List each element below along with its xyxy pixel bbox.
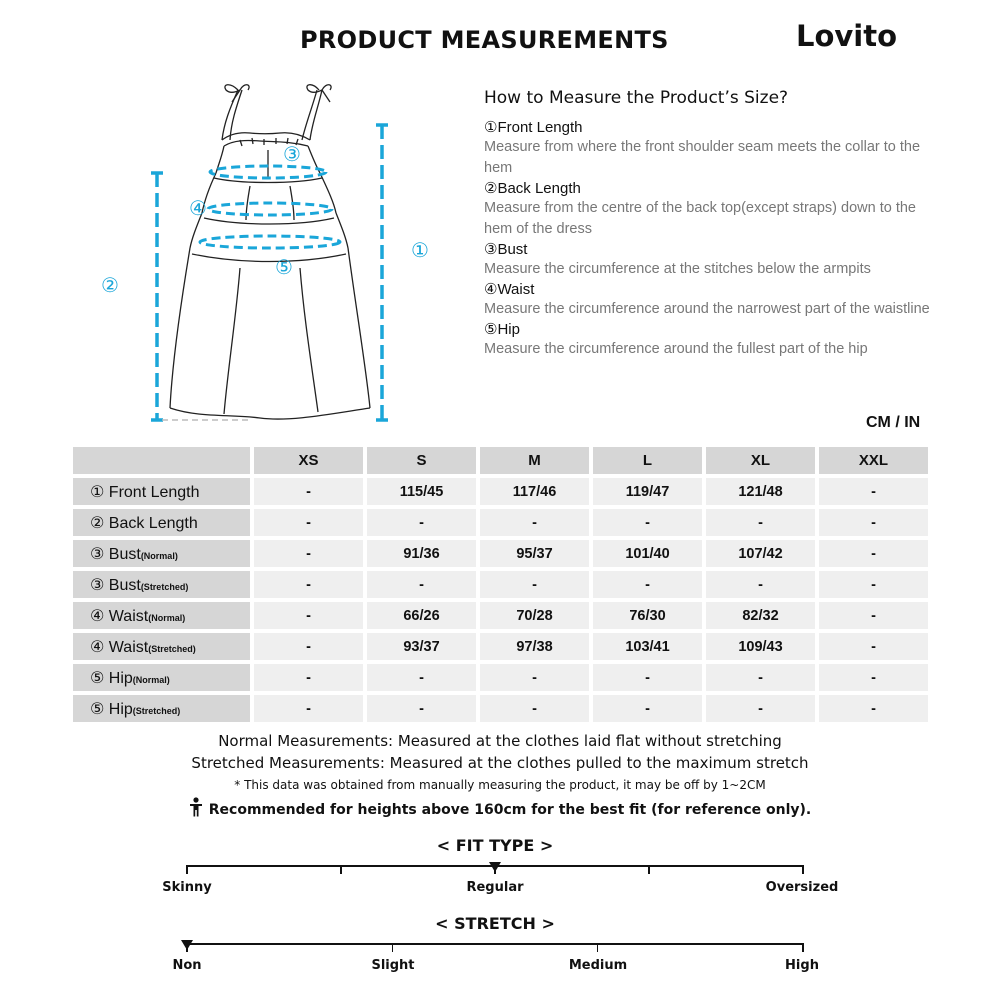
scale-tick (648, 865, 650, 874)
row-sublabel: (Normal) (132, 674, 170, 685)
guide-item-desc: Measure from where the front shoulder seam meets the collar to the hem (484, 139, 921, 176)
table-cell: - (367, 664, 476, 691)
scale-tick (186, 865, 188, 874)
disclaimer-note: * This data was obtained from manually measuring the product, it may be off by 1~2CM (234, 778, 766, 792)
table-cell: - (254, 602, 363, 629)
guide-item-title: ①Front Length (484, 119, 583, 136)
recommendation-text: Recommended for heights above 160cm for the best fit (for reference only). (208, 802, 812, 818)
fit-type-title: < FIT TYPE > (436, 836, 554, 855)
row-header (73, 540, 250, 567)
fit-label-skinny: Skinny (162, 880, 212, 895)
table-row (73, 478, 928, 505)
brand-logo: Lovito (796, 19, 898, 53)
table-cell: - (367, 571, 476, 598)
table-cell: 70/28 (480, 602, 589, 629)
table-cell: - (706, 509, 815, 536)
table-corner (73, 447, 250, 474)
table-cell: - (254, 571, 363, 598)
row-header (73, 664, 250, 691)
row-sublabel: (Stretched) (140, 581, 189, 592)
table-cell: - (706, 664, 815, 691)
stretch-indicator (181, 940, 193, 950)
guide-heading: How to Measure the Product’s Size? (484, 88, 789, 108)
dress-illustration (90, 78, 450, 428)
table-cell: - (254, 695, 363, 722)
row-label: ④ Waist (90, 638, 149, 656)
table-cell: - (819, 633, 928, 660)
table-cell: - (819, 602, 928, 629)
row-sublabel: (Normal) (140, 550, 178, 561)
scale-line (187, 943, 803, 945)
guide-item-desc: Measure the circumference around the fullest part of the hip (484, 341, 868, 357)
table-cell: - (480, 664, 589, 691)
scale-tick (340, 865, 342, 874)
guide-item-title: ③Bust (484, 241, 528, 258)
row-header (73, 478, 250, 505)
stretch-label-medium: Medium (568, 958, 628, 973)
height-recommendation (0, 796, 1000, 824)
table-cell: 82/32 (706, 602, 815, 629)
stretch-label-non: Non (172, 958, 202, 973)
column-header: S (367, 447, 476, 474)
row-sublabel: (Normal) (148, 612, 186, 623)
table-header-row (73, 447, 928, 474)
table-cell: - (480, 509, 589, 536)
row-header (73, 602, 250, 629)
table-cell: 103/41 (593, 633, 702, 660)
column-header: XXL (819, 447, 928, 474)
table-row (73, 664, 928, 691)
person-icon (189, 797, 203, 817)
row-label: ⑤ Hip (90, 700, 133, 718)
guide-item-bust (484, 240, 934, 280)
table-cell: - (480, 571, 589, 598)
scale-tick (802, 865, 804, 874)
table-cell: - (254, 478, 363, 505)
table-cell: 76/30 (593, 602, 702, 629)
fit-label-regular: Regular (466, 880, 524, 895)
table-cell: 107/42 (706, 540, 815, 567)
table-cell: - (480, 695, 589, 722)
table-cell: - (706, 695, 815, 722)
table-cell: - (819, 478, 928, 505)
table-row (73, 695, 928, 722)
table-row (73, 602, 928, 629)
table-cell: - (819, 664, 928, 691)
row-label: ④ Waist (90, 607, 149, 625)
row-header (73, 633, 250, 660)
table-cell: 115/45 (367, 478, 476, 505)
row-label: ① Front Length (90, 483, 200, 501)
scale-tick (802, 943, 804, 952)
stretch-scale (187, 943, 803, 963)
column-header: XL (706, 447, 815, 474)
table-cell: - (706, 571, 815, 598)
row-header (73, 695, 250, 722)
bust-marker: ③ (283, 142, 301, 166)
table-cell: - (819, 695, 928, 722)
table-cell: 97/38 (480, 633, 589, 660)
table-row (73, 509, 928, 536)
guide-item-title: ④Waist (484, 281, 535, 298)
hip-marker: ⑤ (275, 255, 293, 279)
table-cell: 91/36 (367, 540, 476, 567)
table-row (73, 540, 928, 567)
row-label: ③ Bust (90, 545, 141, 563)
scale-tick (392, 943, 394, 952)
row-sublabel: (Stretched) (148, 643, 196, 654)
table-cell: 93/37 (367, 633, 476, 660)
table-cell: - (819, 571, 928, 598)
guide-item-hip (484, 320, 934, 360)
guide-item-title: ②Back Length (484, 180, 581, 197)
table-cell: - (254, 633, 363, 660)
guide-item-front-length (484, 118, 934, 179)
row-label: ⑤ Hip (90, 669, 133, 687)
fit-label-oversized: Oversized (765, 880, 839, 895)
table-cell: - (593, 509, 702, 536)
size-table (69, 443, 932, 726)
table-row (73, 571, 928, 598)
table-cell: 119/47 (593, 478, 702, 505)
back-length-marker: ② (101, 273, 119, 297)
page-title: PRODUCT MEASUREMENTS (300, 26, 669, 54)
table-cell: - (819, 540, 928, 567)
guide-item-desc: Measure from the centre of the back top(except straps) down to the hem of the dress (484, 200, 916, 237)
stretched-note: Stretched Measurements: Measured at the clothes pulled to the maximum stretch (191, 754, 809, 772)
notes (0, 730, 1000, 824)
column-header: L (593, 447, 702, 474)
units-label: CM / IN (866, 414, 921, 431)
stretch-label-slight: Slight (371, 958, 415, 973)
table-cell: - (367, 695, 476, 722)
table-cell: 66/26 (367, 602, 476, 629)
table-cell: - (254, 664, 363, 691)
table-cell: - (593, 695, 702, 722)
stretch-title: < STRETCH > (435, 914, 555, 933)
guide-item-waist (484, 280, 934, 320)
row-label: ② Back Length (90, 514, 198, 532)
table-cell: - (593, 664, 702, 691)
front-length-marker: ① (411, 238, 429, 262)
table-cell: 109/43 (706, 633, 815, 660)
table-cell: - (254, 540, 363, 567)
row-header (73, 509, 250, 536)
guide-item-back-length (484, 179, 934, 240)
table-cell: - (819, 509, 928, 536)
guide-item-desc: Measure the circumference around the narrowest part of the waistline (484, 301, 930, 317)
stretch-label-high: High (785, 958, 819, 973)
guide-item-title: ⑤Hip (484, 321, 520, 338)
guide-item-desc: Measure the circumference at the stitches below the armpits (484, 261, 871, 277)
row-header (73, 571, 250, 598)
waist-marker: ④ (189, 196, 207, 220)
table-cell: - (367, 509, 476, 536)
table-cell: 117/46 (480, 478, 589, 505)
scale-tick (597, 943, 599, 952)
table-cell: 101/40 (593, 540, 702, 567)
table-cell: 121/48 (706, 478, 815, 505)
table-cell: - (254, 509, 363, 536)
column-header: XS (254, 447, 363, 474)
row-sublabel: (Stretched) (132, 705, 181, 716)
fit-type-indicator (489, 862, 501, 872)
row-label: ③ Bust (90, 576, 141, 594)
measure-guide (484, 88, 934, 360)
table-cell: 95/37 (480, 540, 589, 567)
column-header: M (480, 447, 589, 474)
table-cell: - (593, 571, 702, 598)
table-row (73, 633, 928, 660)
normal-note: Normal Measurements: Measured at the clothes laid flat without stretching (218, 732, 782, 750)
